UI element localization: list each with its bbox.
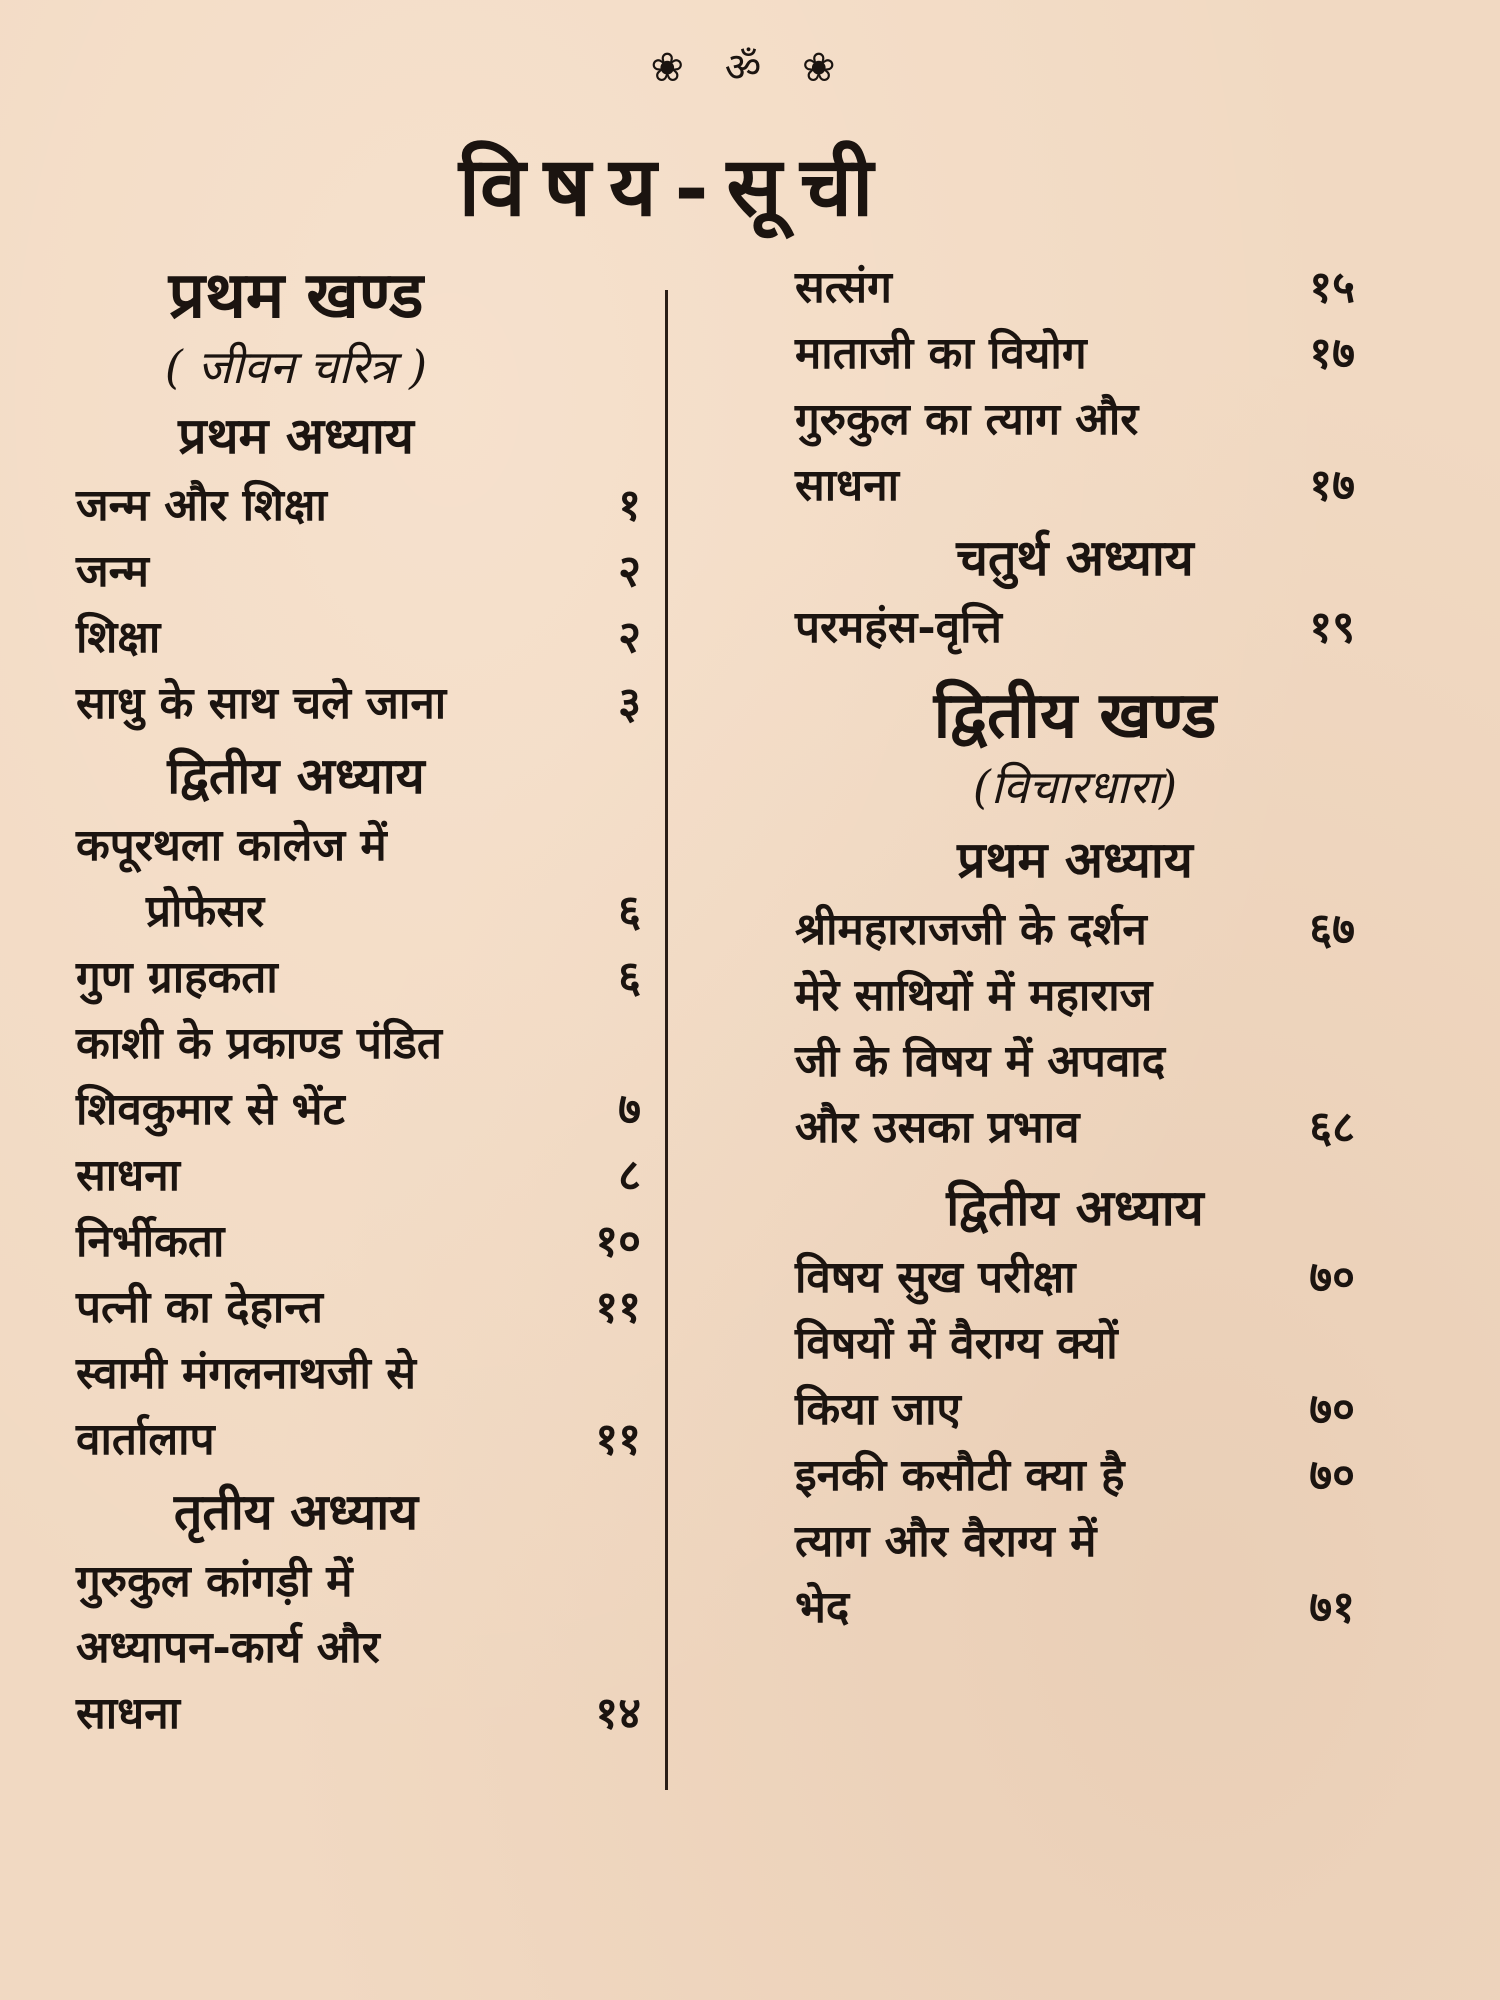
entry-title: परमहंस-वृत्ति xyxy=(795,602,1002,653)
entry-title: वार्तालाप xyxy=(76,1414,215,1465)
chapter-heading: प्रथम अध्याय xyxy=(178,406,414,465)
entry-page: १ xyxy=(618,480,641,531)
entry-title: जन्म और शिक्षा xyxy=(76,480,327,531)
toc-entry xyxy=(795,1575,1355,1641)
entry-page: ११ xyxy=(595,1282,641,1333)
entry-title: प्रोफेसर xyxy=(146,886,265,937)
entry-title: गुरुकुल का त्याग और xyxy=(795,394,1139,445)
column-divider xyxy=(665,290,668,1790)
entry-page: ११ xyxy=(595,1414,641,1465)
toc-entry xyxy=(795,321,1355,387)
entry-title: श्रीमहाराजजी के दर्शन xyxy=(795,904,1147,955)
part-heading: द्वितीय खण्ड xyxy=(933,678,1217,753)
toc-entry xyxy=(795,1311,1355,1377)
entry-page: ६ xyxy=(618,952,641,1003)
toc-entry xyxy=(795,255,1355,321)
entry-page: १० xyxy=(595,1216,641,1267)
toc-entry xyxy=(76,473,641,539)
entry-title: स्वामी मंगलनाथजी से xyxy=(76,1348,416,1399)
entry-title: साधना xyxy=(795,460,900,511)
toc-entry xyxy=(795,897,1355,963)
entry-title: विषय सुख परीक्षा xyxy=(795,1252,1076,1303)
page-title: विषय-सूची xyxy=(458,139,892,235)
toc-entry xyxy=(76,671,641,737)
entry-page: १४ xyxy=(595,1688,641,1739)
entry-title: साधना xyxy=(76,1688,181,1739)
entry-page: ६ xyxy=(618,886,641,937)
entry-title: निर्भीकता xyxy=(76,1216,225,1267)
toc-entry xyxy=(76,1011,641,1077)
entry-page: ६७ xyxy=(1309,904,1355,955)
entry-title: साधु के साथ चले जाना xyxy=(76,678,447,729)
toc-entry xyxy=(795,1029,1355,1095)
entry-page: ७० xyxy=(1309,1384,1355,1435)
entry-title: और उसका प्रभाव xyxy=(795,1102,1080,1153)
part-heading: प्रथम खण्ड xyxy=(168,258,424,333)
toc-entry xyxy=(795,1245,1355,1311)
toc-entry xyxy=(76,1143,641,1209)
toc-entry xyxy=(76,1681,641,1747)
entry-page: ७० xyxy=(1309,1450,1355,1501)
entry-title: मेरे साथियों में महाराज xyxy=(795,970,1153,1021)
toc-entry xyxy=(795,1377,1355,1443)
toc-entry xyxy=(76,1341,641,1407)
toc-entry xyxy=(76,539,641,605)
chapter-heading: द्वितीय अध्याय xyxy=(946,1178,1204,1237)
entry-page: २ xyxy=(618,612,641,663)
chapter-heading: द्वितीय अध्याय xyxy=(167,746,425,805)
left-column xyxy=(76,255,641,1747)
entry-page: २ xyxy=(618,546,641,597)
toc-entry xyxy=(795,453,1355,519)
toc-entry xyxy=(76,945,641,1011)
entry-page: १५ xyxy=(1309,262,1355,313)
toc-entry xyxy=(76,1275,641,1341)
chapter-heading: प्रथम अध्याय xyxy=(957,830,1193,889)
entry-title: त्याग और वैराग्य में xyxy=(795,1516,1097,1567)
entry-title: माताजी का वियोग xyxy=(795,328,1087,379)
entry-page: ६८ xyxy=(1309,1102,1355,1153)
toc-entry xyxy=(795,1509,1355,1575)
entry-title: गुण ग्राहकता xyxy=(76,952,278,1003)
entry-title: काशी के प्रकाण्ड पंडित xyxy=(76,1018,442,1069)
entry-title: पत्नी का देहान्त xyxy=(76,1282,323,1333)
entry-title: सत्संग xyxy=(795,262,892,313)
toc-entry xyxy=(795,595,1355,661)
chapter-heading: चतुर्थ अध्याय xyxy=(956,528,1194,587)
toc-entry xyxy=(795,963,1355,1029)
entry-title: किया जाए xyxy=(795,1384,961,1435)
toc-entry xyxy=(76,1209,641,1275)
toc-entry xyxy=(795,1443,1355,1509)
toc-entry xyxy=(76,1615,641,1681)
entry-title: जन्म xyxy=(76,546,149,597)
entry-title: विषयों में वैराग्य क्यों xyxy=(795,1318,1118,1369)
entry-page: १९ xyxy=(1309,602,1355,653)
entry-page: ७ xyxy=(618,1084,641,1135)
entry-page: ८ xyxy=(618,1150,641,1201)
entry-title: साधना xyxy=(76,1150,181,1201)
part-subtitle: (विचारधारा) xyxy=(972,760,1178,814)
toc-entry xyxy=(795,1095,1355,1161)
entry-page: ३ xyxy=(618,678,641,729)
toc-entry xyxy=(795,387,1355,453)
entry-title: अध्यापन-कार्य और xyxy=(76,1622,380,1673)
toc-entry xyxy=(76,813,641,879)
toc-entry xyxy=(76,1077,641,1143)
toc-entry xyxy=(76,605,641,671)
entry-title: जी के विषय में अपवाद xyxy=(795,1036,1166,1087)
toc-entry xyxy=(76,879,641,945)
part-subtitle: ( जीवन चरित्र ) xyxy=(164,340,428,394)
toc-entry xyxy=(76,1549,641,1615)
entry-title: भेद xyxy=(795,1582,850,1633)
entry-page: ७१ xyxy=(1309,1582,1355,1633)
entry-page: १७ xyxy=(1309,460,1355,511)
om-ornament: ❀ ॐ ❀ xyxy=(650,45,850,91)
entry-title: गुरुकुल कांगड़ी में xyxy=(76,1556,353,1607)
entry-title: शिक्षा xyxy=(76,612,161,663)
entry-page: १७ xyxy=(1309,328,1355,379)
entry-title: कपूरथला कालेज में xyxy=(76,820,387,871)
toc-entry xyxy=(76,1407,641,1473)
entry-title: शिवकुमार से भेंट xyxy=(76,1084,345,1135)
entry-title: इनकी कसौटी क्या है xyxy=(795,1450,1125,1501)
right-column xyxy=(795,255,1355,1641)
chapter-heading: तृतीय अध्याय xyxy=(173,1482,419,1541)
entry-page: ७० xyxy=(1309,1252,1355,1303)
